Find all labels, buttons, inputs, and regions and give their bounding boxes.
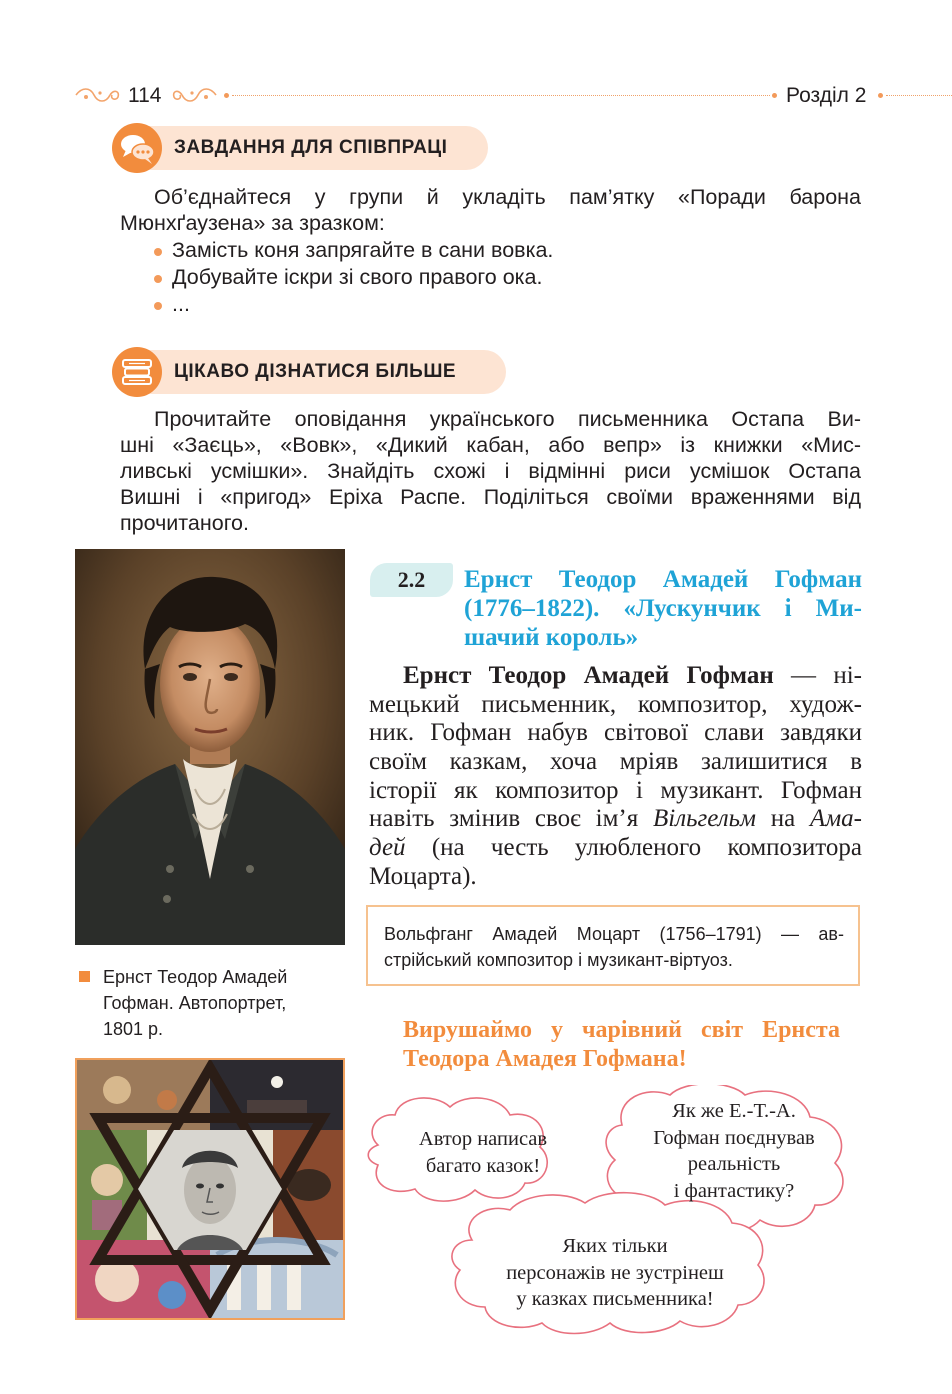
- text-line: стрійський композитор і музикант-віртуоз.: [384, 950, 733, 970]
- bio-text: навіть змінив своє ім’я: [369, 805, 653, 833]
- task-icon-circle: [112, 123, 162, 173]
- text-line: Моцарта).: [369, 862, 477, 890]
- bubble-line: багато казок!: [425, 1154, 541, 1177]
- caption-line: 1801 р.: [103, 1019, 164, 1039]
- section-label: Розділ 2: [786, 84, 867, 107]
- text-line: своїм казкам, хоча мріяв залишитися в: [369, 748, 862, 776]
- ornament-right-icon: [170, 85, 218, 105]
- bio-paragraph: [369, 662, 862, 892]
- invite-heading: [403, 1016, 840, 1074]
- caption-marker: [79, 971, 90, 982]
- bubble-line: Автор написав: [418, 1128, 548, 1150]
- hoffmann-portrait-image: [75, 549, 345, 945]
- header-rule: [232, 95, 770, 96]
- books-icon: [112, 347, 162, 397]
- caption-line: Гофман. Автопортрет,: [103, 993, 287, 1013]
- list-item: Добувайте іскри зі свого правого ока.: [172, 265, 543, 289]
- bio-lead-name: Ернст Теодор Амадей Гофман: [403, 662, 774, 689]
- list-item: Замість коня запрягайте в сани вовка.: [172, 238, 554, 262]
- task-title: ЗАВДАННЯ ДЛЯ СПІВПРАЦІ: [174, 137, 448, 158]
- bubble-line: Гофман поєднував: [653, 1126, 815, 1149]
- text-line: прочитаного.: [120, 511, 249, 535]
- bio-italic: Ама-: [809, 805, 863, 833]
- text-line: ливські усмішки». Знайдіть схожі і відмінні риси усмішок Остапа: [120, 459, 861, 483]
- header-dot: [224, 93, 229, 98]
- speech-bubbles-icon: [112, 123, 162, 173]
- bubble-line: у казках письменника!: [516, 1288, 714, 1310]
- title-line: шачий король»: [464, 624, 639, 651]
- bio-text: на: [755, 805, 810, 833]
- bio-italic: дей: [369, 834, 406, 862]
- text-line: Мюнхґаузена» за зразком:: [120, 211, 385, 235]
- bubble-line: Яких тільки: [562, 1235, 668, 1257]
- bubble-line: і фантастику?: [673, 1179, 795, 1202]
- bio-italic: Вільгельм: [652, 805, 756, 833]
- text-line: [369, 805, 862, 834]
- text-line: історії як композитор і музикант. Гофман: [369, 776, 862, 804]
- caption-line: Ернст Теодор Амадей: [103, 967, 288, 987]
- text-line: Вольфганг Амадей Моцарт (1756–1791) — ав-: [384, 924, 844, 944]
- text-line: шні «Заєць», «Вовк», «Дикий кабан, або вепр» із книжки «Мис-: [120, 433, 861, 457]
- bubble-line: реальність: [687, 1153, 781, 1175]
- header-dot: [878, 93, 883, 98]
- section-title: [464, 565, 862, 652]
- header-dot: [772, 93, 777, 98]
- mozart-note-text: [384, 921, 844, 973]
- text-line: Прочитайте оповідання українського письменника Остапа Ви-: [154, 407, 861, 431]
- bubble-line: Як же Е.-Т.-А.: [672, 1100, 796, 1122]
- portrait-caption: [103, 964, 353, 1042]
- list-item: ...: [172, 292, 190, 316]
- text-line: ник. Гофман набув світової слави завдяки: [369, 719, 862, 747]
- text-line: мецький письменник, композитор, худож-: [369, 690, 862, 718]
- title-line: Ернст Теодор Амадей Гофман: [464, 566, 862, 593]
- text-line: Теодора Амадея Гофмана!: [403, 1046, 687, 1072]
- ornament-left-icon: [74, 85, 122, 105]
- bio-text: (на честь улюбленого композитора: [405, 834, 862, 862]
- fairy-tales-collage-image: [75, 1058, 345, 1320]
- more-title: ЦІКАВО ДІЗНАТИСЯ БІЛЬШЕ: [174, 361, 457, 382]
- bottom-bubble-text: [480, 1233, 750, 1313]
- left-bubble-text: [393, 1126, 573, 1179]
- bio-text: — ні-: [773, 662, 862, 689]
- title-line: (1776–1822). «Лускунчик і Ми-: [464, 595, 862, 622]
- task-intro: [120, 184, 861, 236]
- text-line: [369, 662, 862, 691]
- text-line: [369, 834, 862, 863]
- page-number: 114: [128, 84, 162, 107]
- text-line: Об’єднайтеся у групи й укладіть пам’ятку «Поради барона: [154, 185, 861, 209]
- right-bubble-text: [634, 1098, 834, 1204]
- text-line: Вирушаймо у чарівний світ Ернста: [403, 1017, 840, 1043]
- bubble-line: персонажів не зустрінеш: [506, 1261, 724, 1284]
- header-rule: [886, 95, 952, 96]
- more-paragraph: [120, 406, 861, 536]
- text-line: Вишні і «пригод» Еріха Распе. Поділіться своїми враженнями від: [120, 485, 861, 509]
- more-icon-circle: [112, 347, 162, 397]
- section-number-badge: 2.2: [370, 563, 453, 597]
